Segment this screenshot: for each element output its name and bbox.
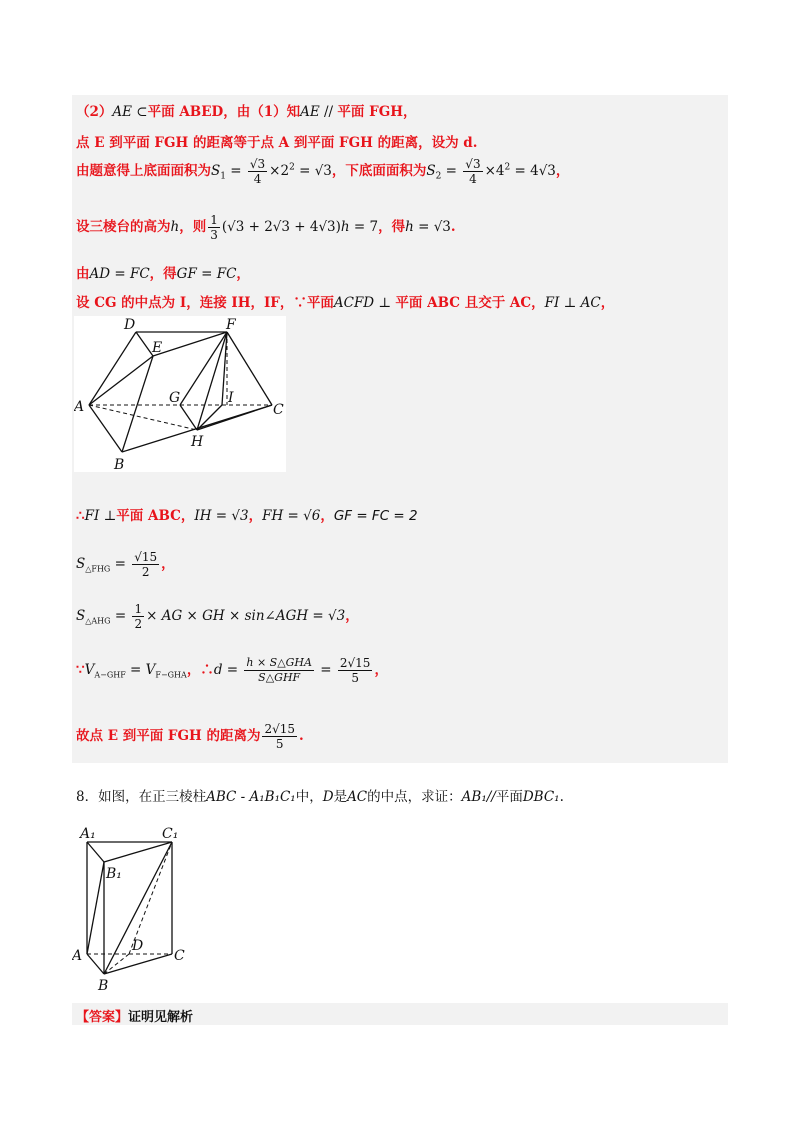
- label-A: A: [74, 399, 85, 415]
- label-B: B: [114, 457, 125, 472]
- label-I: I: [228, 390, 234, 406]
- label-C1: C₁: [162, 826, 179, 842]
- label-G: G: [169, 390, 181, 406]
- answer-tag: 【答案】: [76, 1010, 129, 1025]
- solution-line-10: $\because V_{A-GHF} = V_{F-GHA}$，∴d = $\frac{\text{h × S△GHA}}{\text{S△GHF}}$ = $\frac{2√15}{5}$ ，: [76, 656, 388, 685]
- solution-line-2: 点 E 到平面 FGH 的距离等于点 A 到平面 FGH 的距离，设为 d.: [76, 135, 478, 151]
- label-B: B: [98, 978, 109, 994]
- solution-line-8: $S_{\triangle FHG}$ = $\frac{√15}{2}$ ，: [76, 550, 175, 579]
- label-E: E: [152, 340, 163, 356]
- answer-text: 证明见解析: [128, 1010, 194, 1025]
- answer-line: [76, 1006, 193, 1025]
- label-F: F: [226, 317, 236, 333]
- solution-line-7: ∴FI ⊥平面 ABC，IH = √3，FH = √6，GF = FC = 2: [76, 508, 418, 524]
- solution-line-11: 故点 E 到平面 FGH 的距离为 $\frac{2√15}{5}$ .: [76, 722, 304, 751]
- prism-figure: [72, 822, 192, 994]
- label-B1: B₁: [106, 866, 122, 882]
- solution-line-4: 设三棱台的高为h，则 $\frac{1}{3}$ (√3 + 2√3 + 4√3)h = 7，得h = √3.: [76, 213, 456, 242]
- label-C: C: [174, 948, 185, 964]
- problem-8-text: 8．如图，在正三棱柱ABC - A₁B₁C₁中，D是AC的中点，求证：AB₁//平面DBC₁.: [76, 789, 564, 805]
- solution-line-3: 由题意得上底面面积为$S_1$ = $\frac{√3}{4}$ $\times 2^2 = √3$，下底面面积为$S_2$ = $\frac{√3}{4}$ $\times 4^2 = 4√3$，: [76, 157, 570, 186]
- solution-line-5: 由AD = FC，得GF = FC，: [76, 266, 250, 282]
- label-D: D: [132, 938, 144, 954]
- label-A1: A₁: [80, 826, 96, 842]
- solution-line-9: $S_{\triangle AHG}$ = $\frac{1}{2}$ × AG × GH × sin∠AGH = √3，: [76, 602, 359, 631]
- label-C: C: [273, 402, 284, 418]
- label-A: A: [72, 948, 83, 964]
- frustum-figure: [74, 316, 286, 472]
- label-D: D: [124, 317, 136, 333]
- label-H: H: [191, 434, 204, 450]
- solution-line-6: 设 CG 的中点为 I，连接 IH，IF，∵平面ACFD ⊥ 平面 ABC 且交于 AC，FI ⊥ AC，: [76, 295, 615, 311]
- solution-line-1: （2）AE ⊂平面 ABED，由（1）知AE // 平面 FGH，: [76, 104, 417, 120]
